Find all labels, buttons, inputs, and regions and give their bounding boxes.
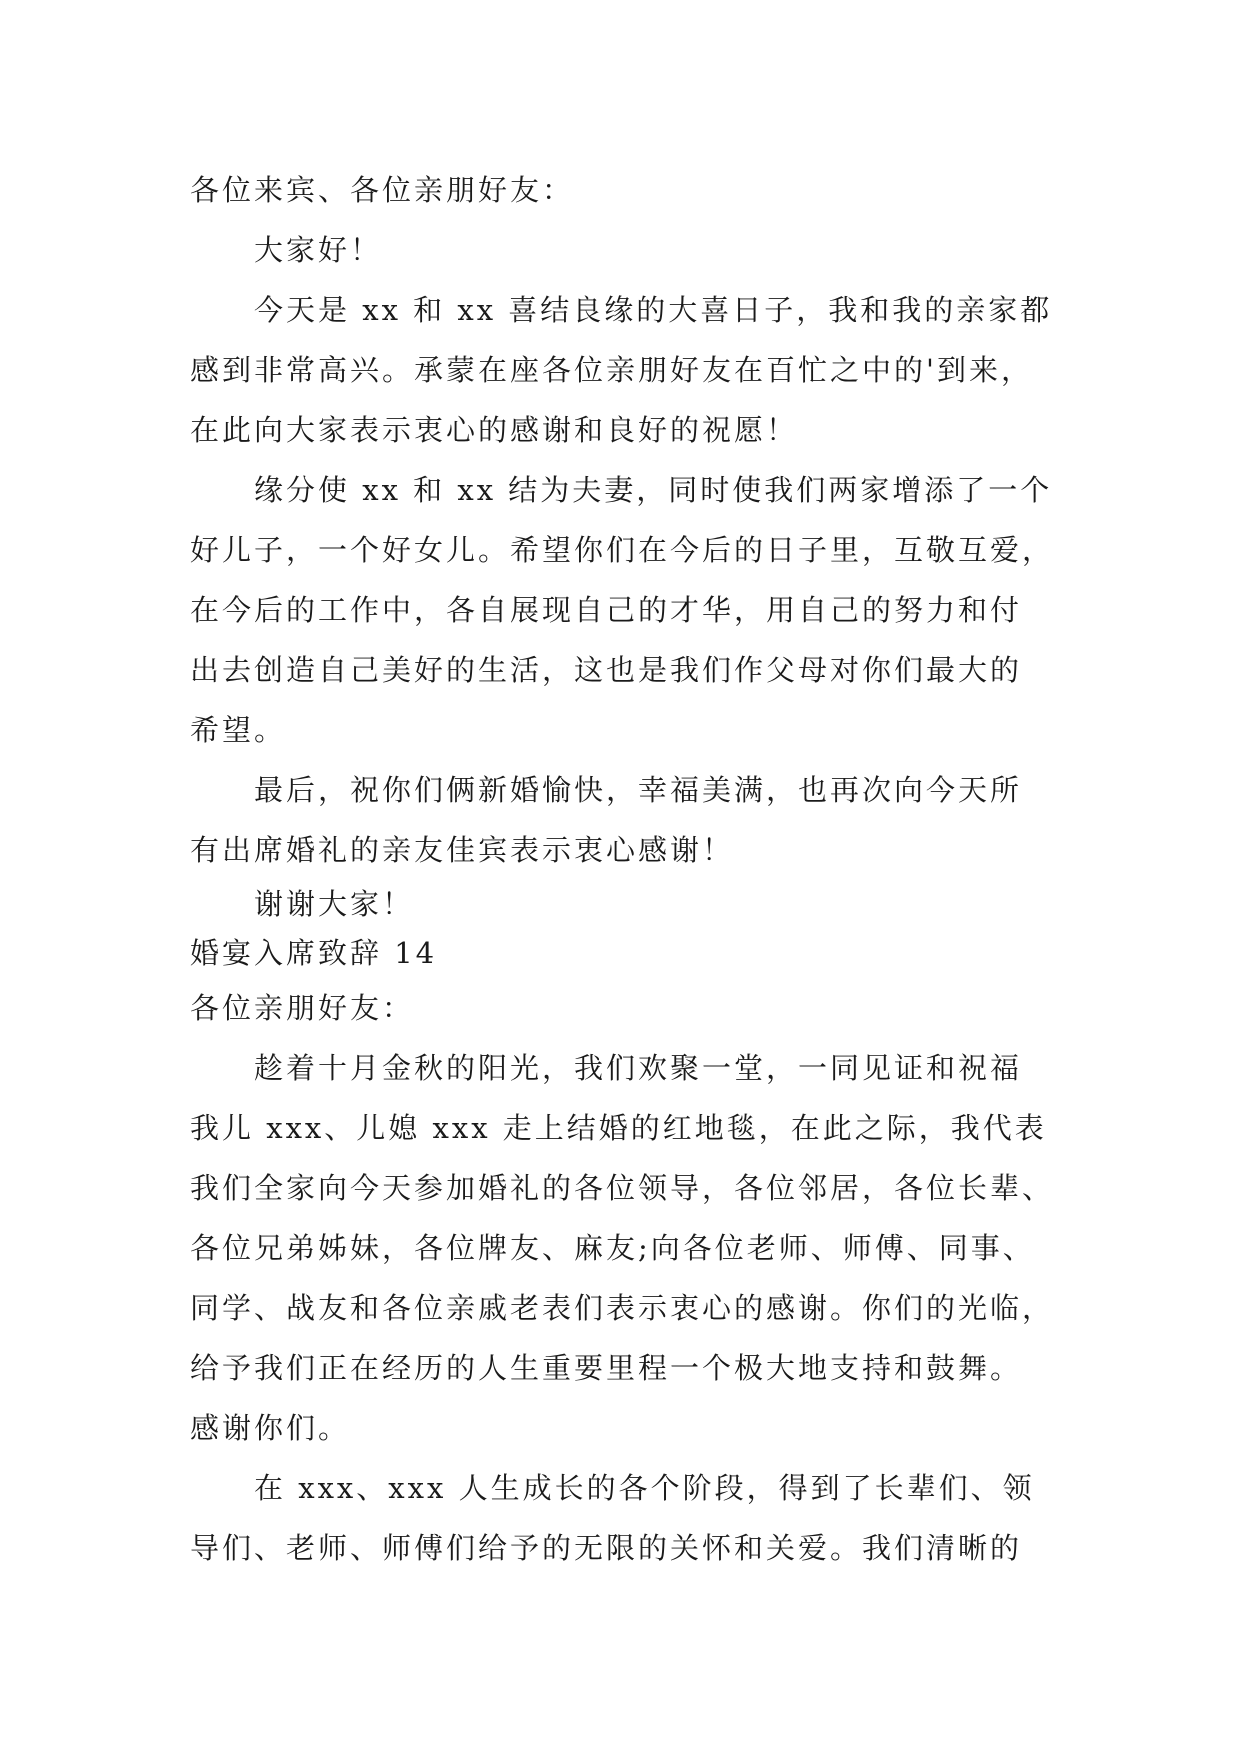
paragraph-line: 给予我们正在经历的人生重要里程一个极大地支持和鼓舞。: [190, 1351, 1023, 1385]
paragraph-line: 有出席婚礼的亲友佳宾表示衷心感谢！: [190, 833, 735, 867]
paragraph-line: 导们、老师、师傅们给予的无限的关怀和关爱。我们清晰的: [190, 1531, 1023, 1565]
greeting: 大家好！: [254, 233, 383, 267]
paragraph-line: 我们全家向今天参加婚礼的各位领导，各位邻居，各位长辈、: [190, 1171, 1055, 1205]
section-title: 婚宴入席致辞 14: [190, 936, 438, 970]
document-body: [190, 160, 1070, 1578]
paragraph-line: 今天是 xx 和 xx 喜结良缘的大喜日子，我和我的亲家都: [254, 293, 1053, 327]
closing-thanks: 谢谢大家！: [254, 887, 415, 921]
paragraph-line: 好儿子，一个好女儿。希望你们在今后的日子里，互敬互爱，: [190, 533, 1055, 567]
paragraph-line: 各位兄弟姊妹，各位牌友、麻友;向各位老师、师傅、同事、: [190, 1231, 1035, 1265]
paragraph-line: 感谢你们。: [190, 1411, 351, 1445]
salutation: 各位亲朋好友：: [190, 991, 415, 1025]
paragraph-line: 在今后的工作中，各自展现自己的才华，用自己的努力和付: [190, 593, 1023, 627]
paragraph-line: 趁着十月金秋的阳光，我们欢聚一堂，一同见证和祝福: [254, 1051, 1023, 1085]
paragraph-line: 希望。: [190, 713, 287, 747]
paragraph-line: 感到非常高兴。承蒙在座各位亲朋好友在百忙之中的'到来，: [190, 353, 1033, 387]
paragraph-line: 同学、战友和各位亲戚老表们表示衷心的感谢。你们的光临，: [190, 1291, 1055, 1325]
paragraph-line: 出去创造自己美好的生活，这也是我们作父母对你们最大的: [190, 653, 1023, 687]
paragraph-line: 我儿 xxx、儿媳 xxx 走上结婚的红地毯，在此之际，我代表: [190, 1111, 1047, 1145]
paragraph-line: 在 xxx、xxx 人生成长的各个阶段，得到了长辈们、领: [254, 1471, 1035, 1505]
paragraph-line: 在此向大家表示衷心的感谢和良好的祝愿！: [190, 413, 799, 447]
salutation: 各位来宾、各位亲朋好友：: [190, 173, 575, 207]
paragraph-line: 最后，祝你们俩新婚愉快，幸福美满，也再次向今天所: [254, 773, 1023, 807]
paragraph-line: 缘分使 xx 和 xx 结为夫妻，同时使我们两家增添了一个: [254, 473, 1053, 507]
